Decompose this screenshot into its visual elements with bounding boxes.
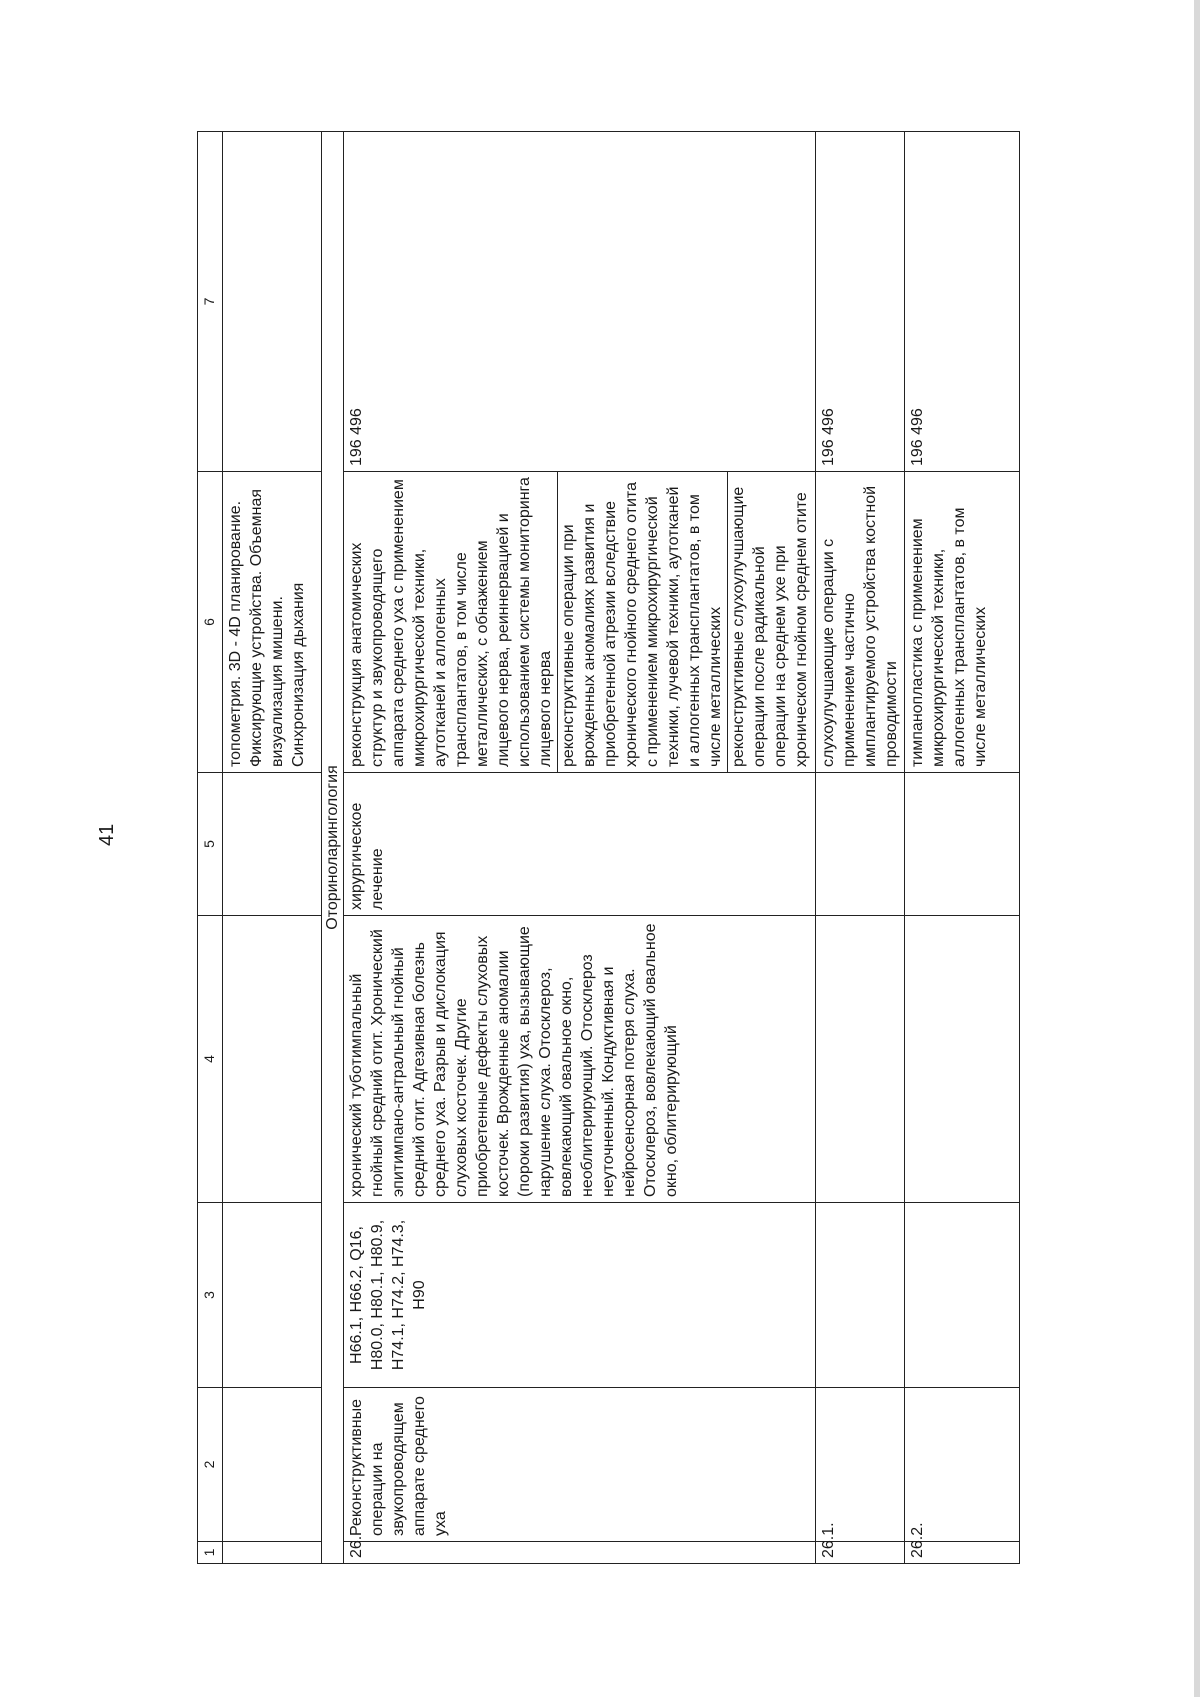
cont-cell-1 bbox=[223, 1542, 322, 1564]
row-diagnosis: хронический туботимпальный гнойный средний отит. Хронический эпитимпано-антральный гнойный средний отит. Адгезивная болезнь среднего уха. Разрыв и дислокация слуховых косточек. Другие приобретенные дефекты слуховых косточек. Врожденные аномалии (пороки развития) уха, вызывающие нарушение слуха. Отосклероз, вовлекающий овальное окно, необлитерирующий. Отосклероз неуточненный. Кондуктивная и нейросенсорная потеря слуха. Отосклероз, вовлекающий овальное окно, облитерирующий bbox=[344, 916, 816, 1203]
cont-cell-3 bbox=[223, 1203, 322, 1388]
rotated-table-container bbox=[197, 132, 1083, 1564]
row-diagnosis bbox=[905, 916, 1020, 1203]
continuation-row bbox=[223, 132, 322, 1564]
row-treatment bbox=[905, 773, 1020, 916]
page-number: 41 bbox=[96, 823, 118, 846]
header-col-3: 3 bbox=[198, 1203, 223, 1388]
cont-cell-5 bbox=[223, 773, 322, 916]
method-item: реконструктивные операции при врожденных аномалиях развития и приобретенной атрезии вследствие хронического гнойного среднего отита с применением микрохирургической техники, лучевой техники, аутотканей и аллогенных трансплантатов, в том числе металлических bbox=[558, 472, 728, 772]
table-row bbox=[816, 132, 905, 1564]
row-name: Реконструктивные операции на звукопроводящем аппарате среднего уха bbox=[344, 1388, 816, 1542]
row-methods: слухоулучшающие операции с применением частично имплантируемого устройства костной проводимости bbox=[816, 472, 905, 773]
header-col-1: 1 bbox=[198, 1542, 223, 1564]
header-col-7: 7 bbox=[198, 132, 223, 472]
method-item: реконструктивные слухоулучшающие операции после радикальной операции на среднем ухе при хроническом гнойном среднем отите bbox=[730, 486, 810, 767]
row-codes: H66.1, H66.2, Q16, H80.0, H80.1, H80.9, H74.1, H74.2, H74.3, H90 bbox=[344, 1203, 816, 1388]
table-row bbox=[905, 132, 1020, 1564]
header-col-4: 4 bbox=[198, 916, 223, 1203]
cont-cell-4 bbox=[223, 916, 322, 1203]
header-row bbox=[198, 132, 223, 1564]
row-number: 26.2. bbox=[905, 1542, 1020, 1564]
section-title: Оториноларингология bbox=[322, 132, 344, 1564]
header-col-5: 5 bbox=[198, 773, 223, 916]
header-col-2: 2 bbox=[198, 1388, 223, 1542]
cont-methods: топометрия. 3D - 4D планирование. Фиксирующие устройства. Объемная визуализация мишени. Синхронизация дыхания bbox=[223, 472, 322, 773]
cont-cell-7 bbox=[223, 132, 322, 472]
row-cost: 196 496 bbox=[905, 132, 1020, 472]
method-item: реконструкция анатомических структур и звукопроводящего аппарата среднего уха с применением микрохирургической техники, аутотканей и аллогенных трансплантатов, в том числе металлических, с обнажением лицевого нерва, реиннервацией и использованием системы мониторинга лицевого нерва bbox=[346, 472, 558, 772]
section-row bbox=[322, 132, 344, 1564]
row-number: 26.1. bbox=[816, 1542, 905, 1564]
header-col-6: 6 bbox=[198, 472, 223, 773]
row-codes bbox=[816, 1203, 905, 1388]
row-number: 26. bbox=[344, 1542, 816, 1564]
row-cost: 196 496 bbox=[344, 132, 816, 472]
row-treatment bbox=[816, 773, 905, 916]
row-cost: 196 496 bbox=[816, 132, 905, 472]
table-row bbox=[344, 132, 816, 1564]
row-name bbox=[816, 1388, 905, 1542]
row-codes bbox=[905, 1203, 1020, 1388]
row-treatment: хирургическое лечение bbox=[344, 773, 816, 916]
cont-cell-2 bbox=[223, 1388, 322, 1542]
row-name bbox=[905, 1388, 1020, 1542]
row-methods: тимпанопластика с применением микрохирургической техники, аллогенных трансплантатов, в том числе металлических bbox=[905, 472, 1020, 773]
treatment-table bbox=[197, 131, 1020, 1564]
row-diagnosis bbox=[816, 916, 905, 1203]
row-methods bbox=[344, 472, 816, 773]
scan-edge bbox=[1194, 0, 1200, 1697]
